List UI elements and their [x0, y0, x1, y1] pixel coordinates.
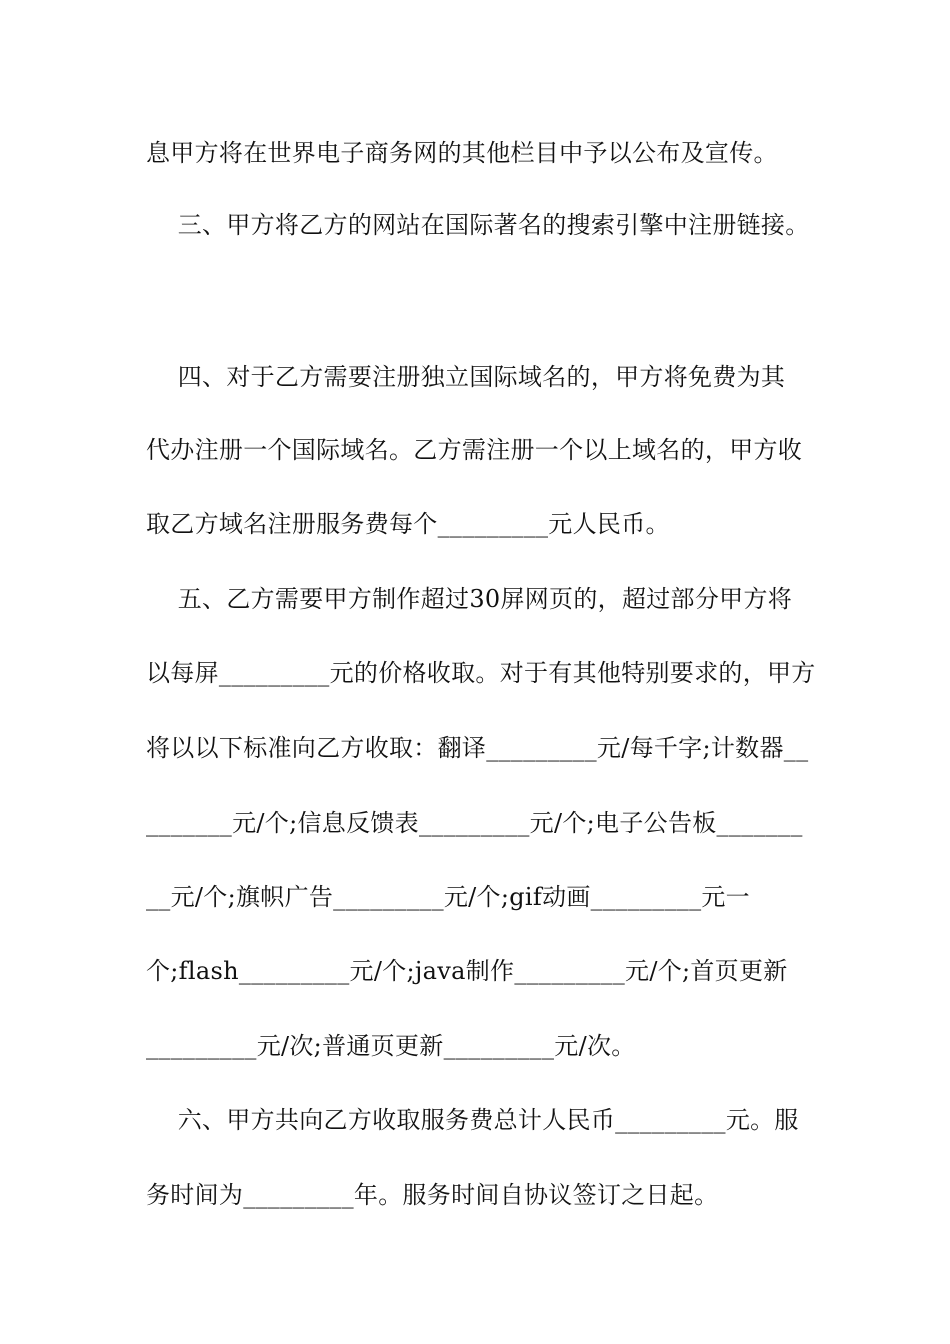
text-line: 代办注册一个国际域名。乙方需注册一个以上域名的，甲方收	[146, 436, 803, 464]
text-line: 以每屏_________元的价格收取。对于有其他特别要求的，甲方	[146, 659, 816, 687]
text-line: 息甲方将在世界电子商务网的其他栏目中予以公布及宣传。	[146, 139, 778, 167]
text-line: _______元/个;信息反馈表_________元/个;电子公告板_______	[146, 809, 803, 837]
text-line: 取乙方域名注册服务费每个_________元人民币。	[146, 510, 670, 538]
text-line: 四、对于乙方需要注册独立国际域名的，甲方将免费为其	[146, 363, 786, 391]
text-line: 三、甲方将乙方的网站在国际著名的搜索引擎中注册链接。	[146, 211, 810, 239]
text-line: 六、甲方共向乙方收取服务费总计人民币_________元。服	[146, 1106, 799, 1134]
text-line: 五、乙方需要甲方制作超过30屏网页的，超过部分甲方将	[146, 585, 793, 613]
text-line: 务时间为_________年。服务时间自协议签订之日起。	[146, 1181, 719, 1209]
text-line: 个;flash_________元/个;java制作_________元/个;首页更新	[146, 957, 788, 985]
text-line: __元/个;旗帜广告_________元/个;gif动画_________元一	[146, 883, 750, 911]
text-line: 将以以下标准向乙方收取：翻译_________元/每千字;计数器__	[146, 734, 809, 762]
text-line: _________元/次;普通页更新_________元/次。	[146, 1032, 636, 1060]
